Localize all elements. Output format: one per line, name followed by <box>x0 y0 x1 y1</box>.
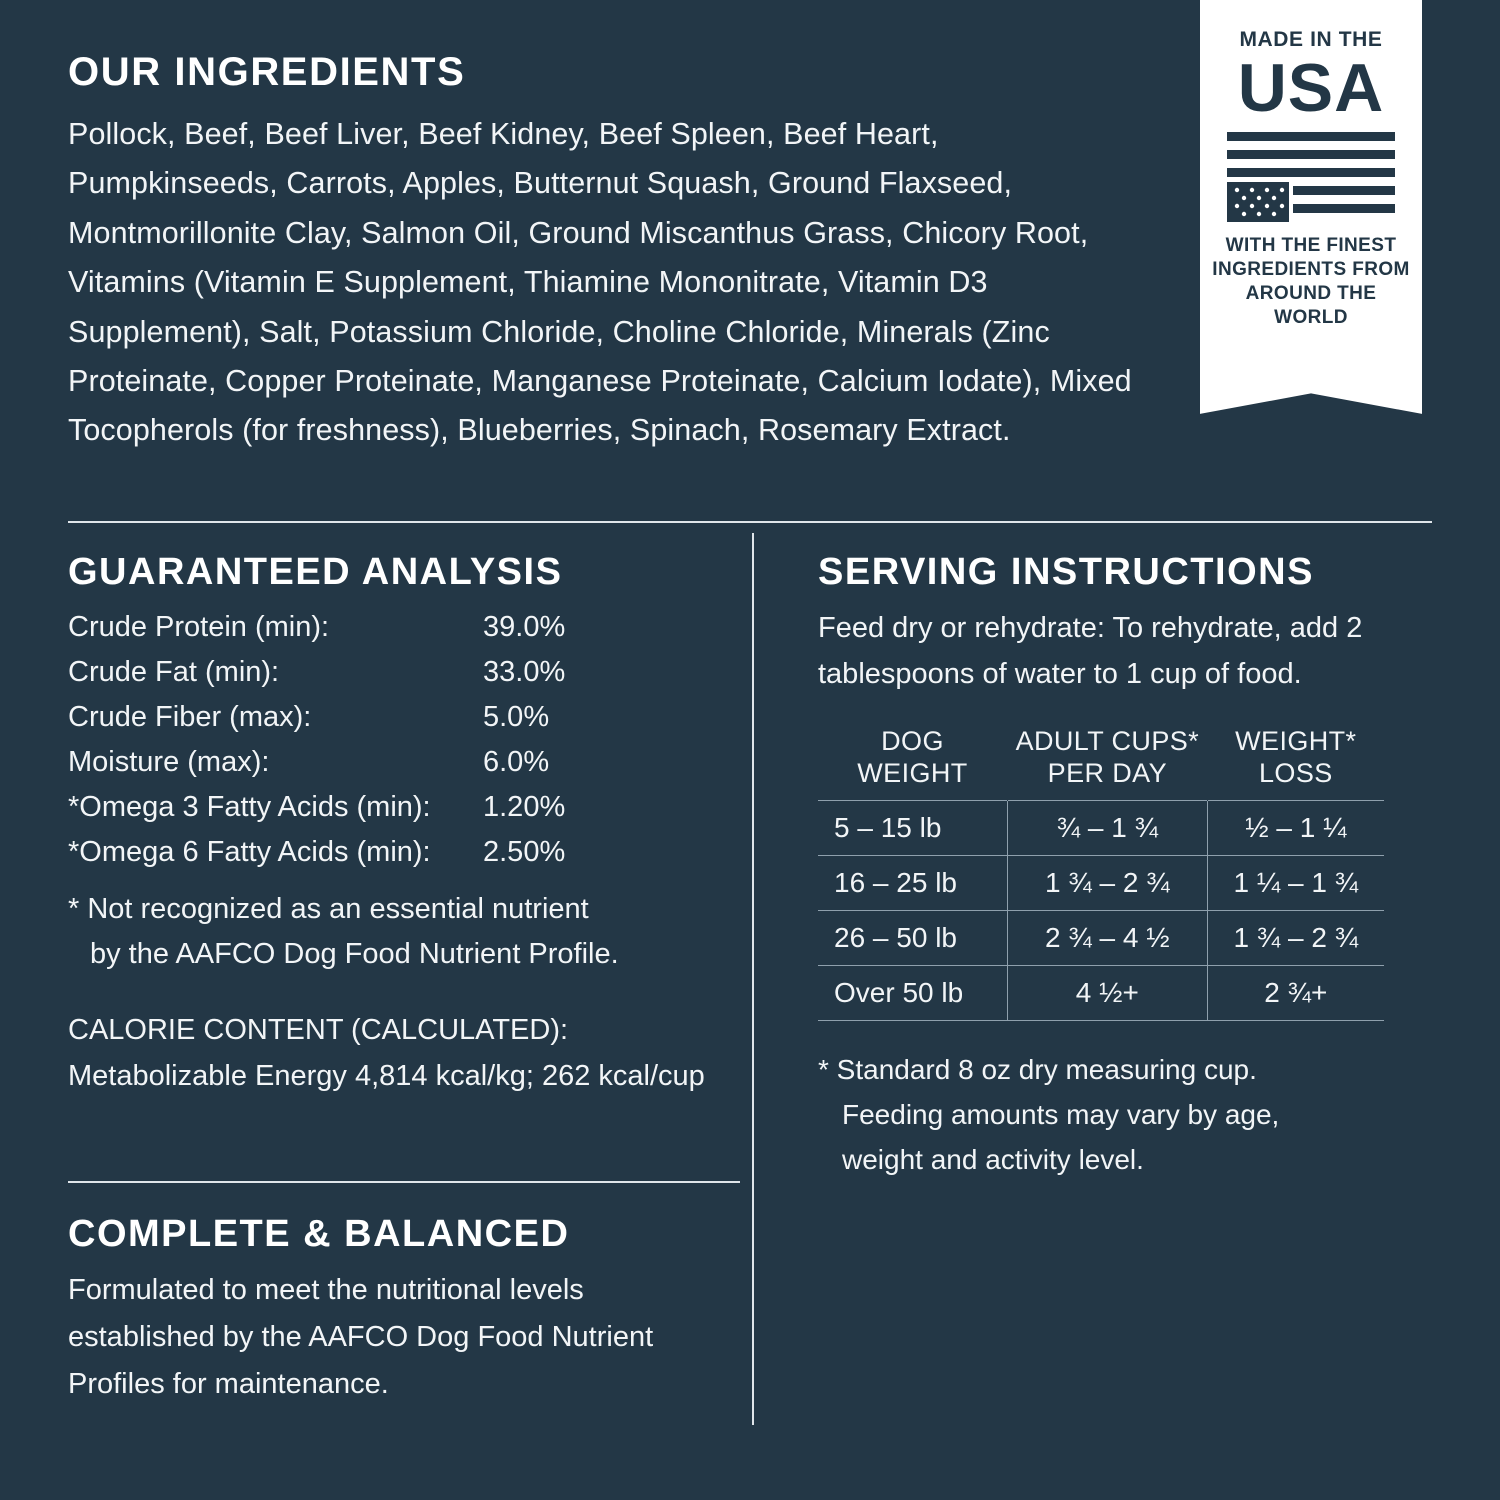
serving-footnote-line-3: weight and activity level. <box>842 1144 1144 1176</box>
analysis-label: Moisture (max): <box>68 745 270 778</box>
cell-weight-loss: 2 ¾+ <box>1207 965 1384 1020</box>
guaranteed-analysis-section <box>68 553 748 1099</box>
header-dog-weight <box>818 724 1008 800</box>
analysis-row <box>68 740 748 785</box>
badge-usa-line: USA <box>1237 50 1385 127</box>
calorie-content-block <box>68 1007 748 1100</box>
complete-balanced-title: COMPLETE & BALANCED <box>68 1213 570 1255</box>
analysis-label: Crude Protein (min): <box>68 611 330 643</box>
cell-adult-cups: 2 ¾ – 4 ½ <box>1008 910 1208 965</box>
cell-weight-loss: ½ – 1 ¼ <box>1207 800 1384 855</box>
analysis-value: 6.0% <box>483 745 550 778</box>
badge-bottom-line-2: INGREDIENTS FROM <box>1212 259 1410 281</box>
divider-vertical <box>752 533 754 1425</box>
cell-dog-weight: 26 – 50 lb <box>818 910 1008 965</box>
ingredients-title: OUR INGREDIENTS <box>68 50 466 94</box>
cell-adult-cups: 4 ½+ <box>1008 965 1208 1020</box>
header-adult-cups <box>1008 724 1208 800</box>
cell-dog-weight: Over 50 lb <box>818 965 1008 1020</box>
header-line-2: PER DAY <box>1047 757 1167 788</box>
serving-footnote-line-1: * Standard 8 oz dry measuring cup. <box>818 1053 1257 1085</box>
feeding-table <box>818 724 1384 1021</box>
complete-balanced-body: Formulated to meet the nutritional levels established by the AAFCO Dog Food Nutrient Profiles for maintenance. <box>68 1274 654 1400</box>
serving-instructions-title: SERVING INSTRUCTIONS <box>818 551 1314 593</box>
analysis-label: Crude Fiber (max): <box>68 700 312 733</box>
table-row <box>818 965 1384 1020</box>
analysis-value: 39.0% <box>483 611 566 643</box>
analysis-footnote <box>68 887 748 977</box>
analysis-row <box>68 785 748 830</box>
table-row <box>818 910 1384 965</box>
header-line-2: WEIGHT <box>857 757 968 788</box>
cell-dog-weight: 16 – 25 lb <box>818 855 1008 910</box>
analysis-value: 5.0% <box>483 700 550 733</box>
divider-top <box>68 521 1432 523</box>
ingredients-section <box>68 52 1148 456</box>
calorie-content-title: CALORIE CONTENT (CALCULATED): <box>68 1013 569 1046</box>
badge-top-line: MADE IN THE <box>1239 28 1383 51</box>
badge-bottom-line-3: AROUND THE WORLD <box>1245 283 1377 328</box>
analysis-row <box>68 650 748 695</box>
divider-middle-left <box>68 1181 740 1183</box>
analysis-row <box>68 830 748 875</box>
analysis-label: *Omega 6 Fatty Acids (min): <box>68 835 431 868</box>
serving-intro: Feed dry or rehydrate: To rehydrate, add 2 tablespoons of water to 1 cup of food. <box>818 612 1363 691</box>
ingredients-body: Pollock, Beef, Beef Liver, Beef Kidney, Beef Spleen, Beef Heart, Pumpkinseeds, Carrots, Apples, Butternut Squash, Ground Flaxseed, Montmorillonite Clay, Salmon Oil, Ground Miscanthus Grass, Chicory Root, Vitamins (Vitamin E Supplement, Thiamine Mononitrate, Vitamin D3 Supplement), Salt, Potassium Chloride, Choline Chloride, Minerals (Zinc Proteinate, Copper Proteinate, Manganese Proteinate, Calcium Iodate), Mixed Tocopherols (for freshness), Blueberries, Spinach, Rosemary Extract. <box>68 117 1132 448</box>
analysis-value: 2.50% <box>483 835 566 868</box>
calorie-content-value: Metabolizable Energy 4,814 kcal/kg; 262 kcal/cup <box>68 1059 705 1092</box>
complete-balanced-section <box>68 1215 728 1408</box>
header-line-2: LOSS <box>1259 757 1333 788</box>
cell-adult-cups: 1 ¾ – 2 ¾ <box>1008 855 1208 910</box>
table-header-row <box>818 724 1384 800</box>
cell-dog-weight: 5 – 15 lb <box>818 800 1008 855</box>
analysis-value: 1.20% <box>483 790 566 823</box>
analysis-footnote-line-2: by the AAFCO Dog Food Nutrient Profile. <box>90 937 619 970</box>
header-line-1: ADULT CUPS* <box>1015 725 1200 756</box>
serving-footnote-line-2: Feeding amounts may vary by age, <box>842 1098 1280 1130</box>
cell-weight-loss: 1 ¾ – 2 ¾ <box>1207 910 1384 965</box>
header-weight-loss <box>1207 724 1384 800</box>
header-line-1: WEIGHT* <box>1235 725 1357 756</box>
analysis-row <box>68 605 748 650</box>
usa-flag-icon <box>1227 132 1395 222</box>
analysis-footnote-line-1: * Not recognized as an essential nutrient <box>68 892 589 925</box>
table-row <box>818 800 1384 855</box>
analysis-value: 33.0% <box>483 655 566 688</box>
analysis-label: Crude Fat (min): <box>68 655 280 688</box>
serving-instructions-section <box>818 553 1433 1183</box>
cell-weight-loss: 1 ¼ – 1 ¾ <box>1207 855 1384 910</box>
badge-bottom-line-1: WITH THE FINEST <box>1225 235 1397 257</box>
analysis-label: *Omega 3 Fatty Acids (min): <box>68 790 431 823</box>
cell-adult-cups: ¾ – 1 ¾ <box>1008 800 1208 855</box>
analysis-row <box>68 695 748 740</box>
guaranteed-analysis-title: GUARANTEED ANALYSIS <box>68 551 563 593</box>
made-in-usa-badge <box>1200 0 1422 360</box>
table-row <box>818 855 1384 910</box>
serving-footnote <box>818 1047 1433 1183</box>
header-line-1: DOG <box>881 725 944 756</box>
